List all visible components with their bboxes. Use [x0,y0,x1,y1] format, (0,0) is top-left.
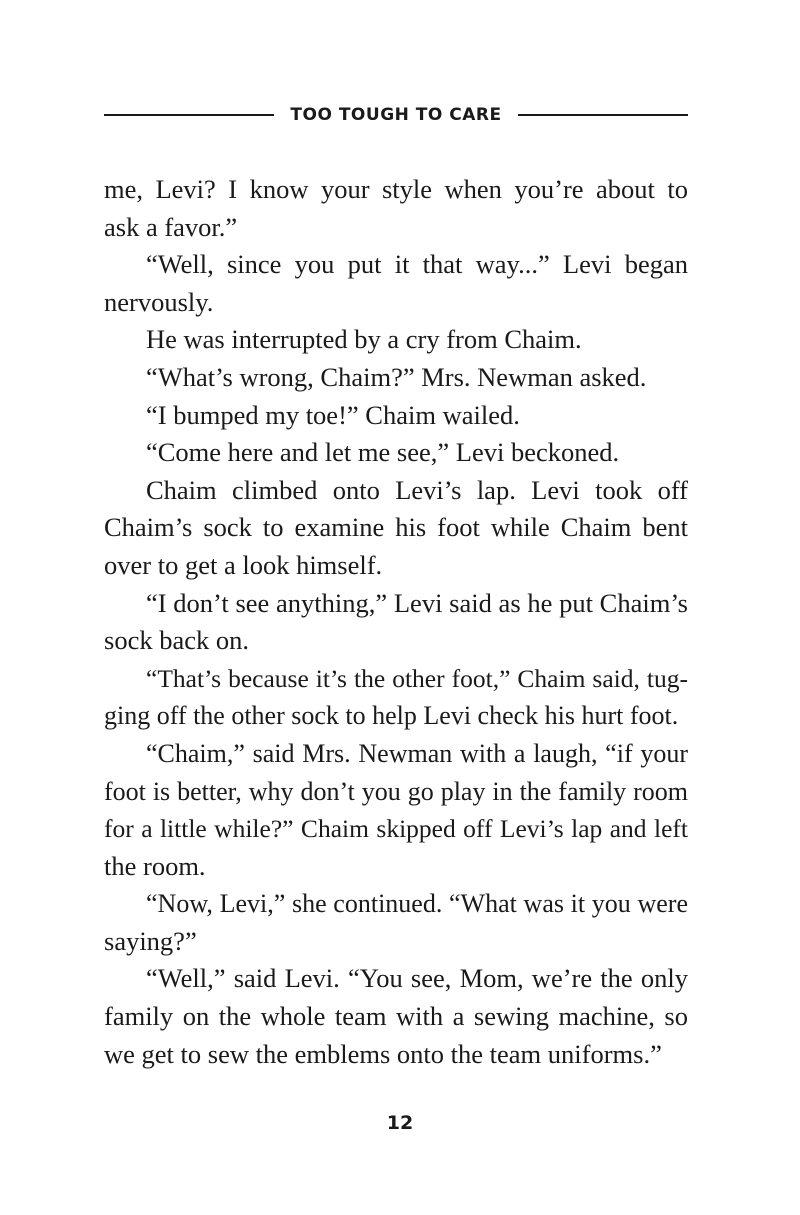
text-line: He was interrupted by a cry from Chaim. [146,324,582,355]
text-line: ging off the other sock to help Levi check his hurt foot. [104,701,679,731]
text-line: “Well, since you put it that way...” Levi began [146,249,688,280]
text-line: “I bumped my toe!” Chaim wailed. [146,399,520,430]
text-line: “Well,” said Levi. “You see, Mom, we’re the only [146,963,688,994]
text-line: foot is better, why don’t you go play in the family room [104,776,688,806]
running-title: TOO TOUGH TO CARE [290,105,502,125]
text-line: for a little while?” Chaim skipped off Levi’s lap and left [104,814,688,844]
body-text [104,171,688,1073]
text-line: Chaim’s sock to examine his foot while Chaim bent [104,512,688,543]
text-line: “That’s because it’s the other foot,” Chaim said, tug- [146,663,688,693]
running-header [104,98,688,132]
text-line: family on the whole team with a sewing machine, so [104,1001,688,1032]
header-rule-right [518,114,688,116]
text-line: “I don’t see anything,” Levi said as he put Chaim’s [146,587,688,618]
text-line: ask a favor.” [104,211,238,242]
text-line: “Chaim,” said Mrs. Newman with a laugh, “if your [146,738,688,768]
text-line: we get to sew the emblems onto the team uniforms.” [104,1038,662,1069]
text-line: over to get a look himself. [104,549,383,580]
text-line: saying?” [104,925,197,956]
text-line: Chaim climbed onto Levi’s lap. Levi took off [146,474,688,505]
text-line: nervously. [104,286,214,317]
text-line: sock back on. [104,625,249,656]
text-line: me, Levi? I know your style when you’re about to [104,174,688,204]
text-line: the room. [104,850,206,881]
text-line: “Now, Levi,” she continued. “What was it you were [146,889,688,919]
text-line: “What’s wrong, Chaim?” Mrs. Newman asked. [146,361,647,392]
page-number: 12 [386,1112,414,1134]
header-rule-left [104,114,274,116]
text-line: “Come here and let me see,” Levi beckoned. [146,437,620,468]
